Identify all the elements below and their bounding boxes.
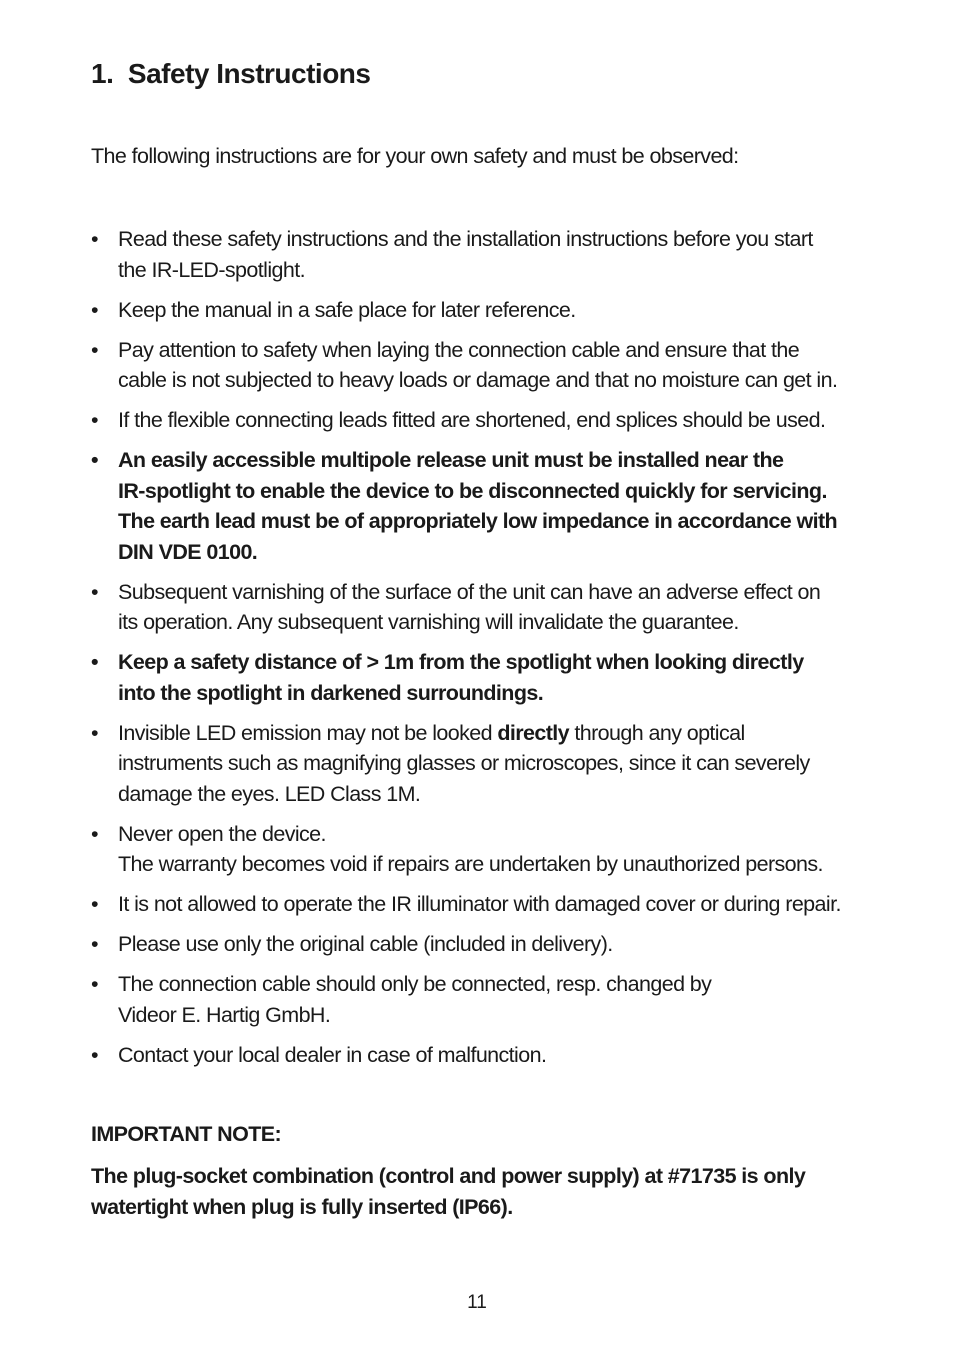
bullet-icon: • bbox=[91, 337, 98, 362]
list-item bbox=[91, 335, 901, 396]
text-run: Invisible LED emission may not be looked bbox=[118, 720, 498, 745]
important-note-text bbox=[91, 1161, 891, 1222]
bullet-icon: • bbox=[91, 1042, 98, 1067]
bullet-icon: • bbox=[91, 227, 98, 251]
list-item-line bbox=[118, 718, 901, 749]
list-item-line: into the spotlight in darkened surroundings. bbox=[118, 680, 544, 705]
list-item-line: Never open the device. bbox=[118, 821, 326, 846]
text-run: through any optical bbox=[569, 720, 745, 745]
list-item-line: DIN VDE 0100. bbox=[118, 539, 258, 564]
list-item-line: IR-spotlight to enable the device to be disconnected quickly for servicing. bbox=[118, 478, 827, 503]
list-item-line: the IR-LED-spotlight. bbox=[118, 257, 305, 282]
list-item-line: An easily accessible multipole release unit must be installed near the bbox=[118, 448, 784, 472]
list-item bbox=[91, 819, 901, 880]
section-number: 1. bbox=[91, 58, 114, 89]
list-item-line: Keep a safety distance of > 1m from the spotlight when looking directly bbox=[118, 650, 804, 674]
section-title: Safety Instructions bbox=[127, 58, 371, 89]
bullet-icon: • bbox=[91, 892, 98, 916]
list-item-line: Read these safety instructions and the installation instructions before you start bbox=[118, 227, 813, 251]
list-item-line: Keep the manual in a safe place for later reference. bbox=[118, 297, 576, 322]
list-item bbox=[91, 405, 901, 436]
important-note-label: IMPORTANT NOTE: bbox=[91, 1122, 282, 1146]
bullet-icon: • bbox=[91, 720, 98, 745]
safety-instruction-list bbox=[91, 224, 901, 1080]
list-item-line: Videor E. Hartig GmbH. bbox=[118, 1002, 331, 1027]
list-item-line: The earth lead must be of appropriately low impedance in accordance with bbox=[118, 509, 838, 533]
list-item bbox=[91, 224, 901, 285]
list-item-line: its operation. Any subsequent varnishing will invalidate the guarantee. bbox=[118, 610, 739, 634]
list-item-warning bbox=[91, 647, 901, 708]
bullet-icon: • bbox=[91, 408, 98, 432]
bullet-icon: • bbox=[91, 448, 98, 472]
list-item-line: It is not allowed to operate the IR illuminator with damaged cover or during repair. bbox=[118, 892, 841, 916]
bullet-icon: • bbox=[91, 932, 98, 956]
list-item bbox=[91, 295, 901, 326]
bullet-icon: • bbox=[91, 972, 98, 996]
bullet-icon: • bbox=[91, 297, 98, 322]
list-item bbox=[91, 969, 901, 1030]
list-item-line: The connection cable should only be connected, resp. changed by bbox=[118, 972, 712, 996]
list-item-line: cable is not subjected to heavy loads or damage and that no moisture can get in. bbox=[118, 368, 838, 392]
list-item-line: Pay attention to safety when laying the connection cable and ensure that the bbox=[118, 337, 800, 362]
list-item-warning bbox=[91, 445, 901, 567]
page-number: 11 bbox=[467, 1292, 487, 1313]
list-item-line: The warranty becomes void if repairs are undertaken by unauthorized persons. bbox=[118, 852, 823, 876]
list-item bbox=[91, 577, 901, 638]
list-item-line: Please use only the original cable (included in delivery). bbox=[118, 932, 613, 956]
bullet-icon: • bbox=[91, 579, 98, 604]
list-item bbox=[91, 929, 901, 960]
list-item bbox=[91, 889, 901, 920]
bullet-icon: • bbox=[91, 821, 98, 846]
note-line: watertight when plug is fully inserted (IP66). bbox=[91, 1194, 513, 1219]
list-item-line: Contact your local dealer in case of malfunction. bbox=[118, 1042, 547, 1067]
list-item-line: instruments such as magnifying glasses or microscopes, since it can severely bbox=[118, 751, 810, 775]
section-heading bbox=[91, 58, 370, 90]
list-item bbox=[91, 1040, 901, 1071]
list-item bbox=[91, 718, 901, 810]
list-item-line: Subsequent varnishing of the surface of the unit can have an adverse effect on bbox=[118, 579, 821, 604]
list-item-line: damage the eyes. LED Class 1M. bbox=[118, 781, 421, 806]
list-item-line: If the flexible connecting leads fitted are shortened, end splices should be used. bbox=[118, 408, 826, 432]
intro-paragraph: The following instructions are for your own safety and must be observed: bbox=[91, 144, 739, 168]
note-line: The plug-socket combination (control and power supply) at #71735 is only bbox=[91, 1164, 806, 1188]
bullet-icon: • bbox=[91, 650, 98, 674]
emphasis-text: directly bbox=[497, 720, 570, 745]
